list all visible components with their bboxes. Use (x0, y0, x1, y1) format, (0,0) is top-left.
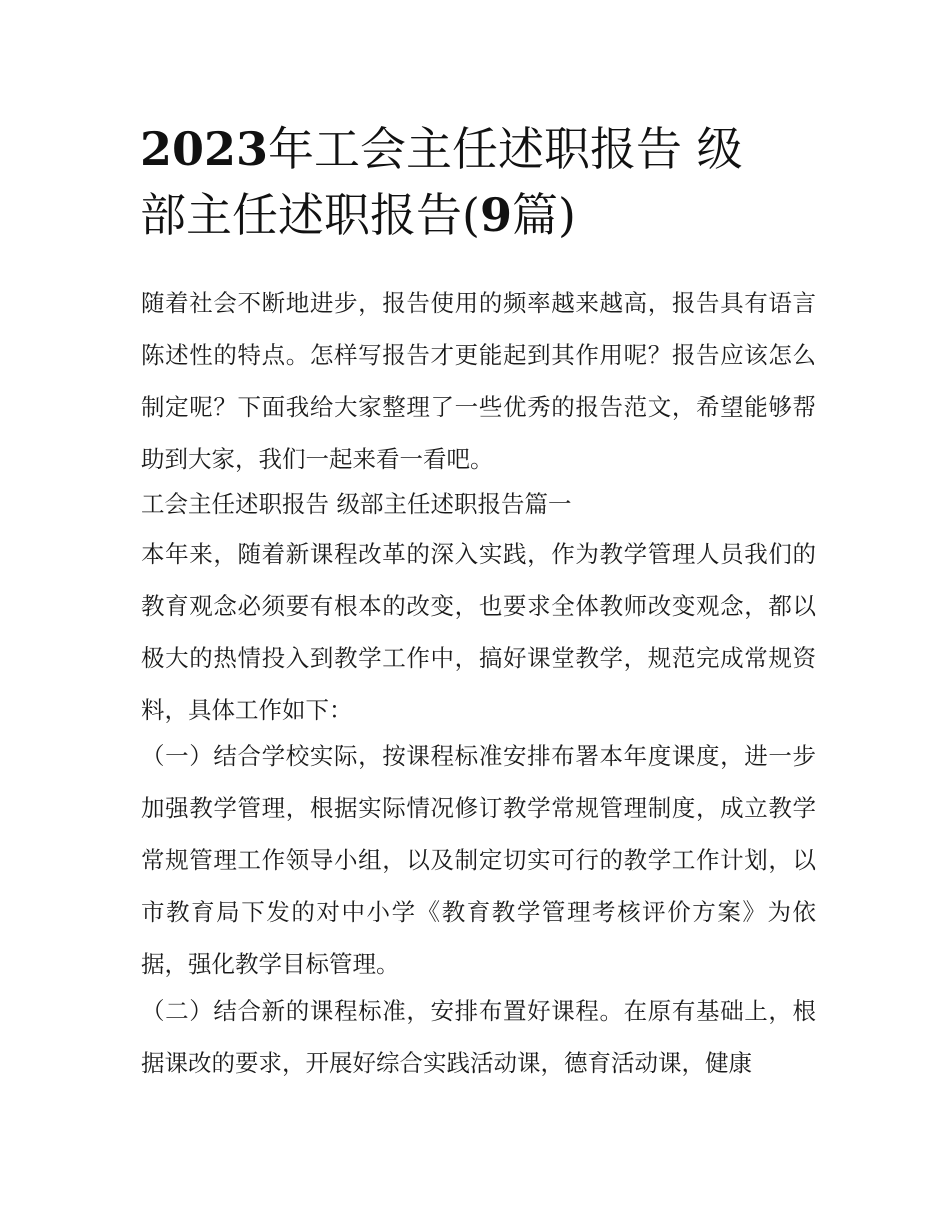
title-line2-text: 部主任述职报告( (140, 188, 480, 242)
title-count: 9 (479, 188, 512, 242)
intro-paragraph: 随着社会不断地进步，报告使用的频率越来越高，报告具有语言陈述性的特点。怎样写报告才更能起到其作用呢？报告应该怎么制定呢？下面我给大家整理了一些优秀的报告范文，希望能够帮助到大家，我们一起来看一看吧。 (141, 289, 816, 473)
body-paragraph: （一）结合学校实际，按课程标准安排布署本年度课度，进一步加强教学管理，根据实际情况修订教学常规管理制度，成立教学常规管理工作领导小组，以及制定切实可行的教学工作计划，以市教育局下发的对中小学《教育教学管理考核评价方案》为依据，强化教学目标管理。 (141, 742, 816, 978)
title-line1-text: 年工会主任述职报告 级 (268, 122, 743, 176)
section-heading: 工会主任述职报告 级部主任述职报告篇一 (141, 490, 572, 518)
document-title (140, 116, 820, 248)
title-line2-end: 篇) (511, 188, 576, 242)
body-paragraph: （二）结合新的课程标准，安排布置好课程。在原有基础上，根据课改的要求，开展好综合实践活动课，德育活动课，健康 (141, 997, 816, 1077)
body-paragraph: 本年来，随着新课程改革的深入实践，作为教学管理人员我们的教育观念必须要有根本的改变，也要求全体教师改变观念，都以极大的热情投入到教学工作中，搞好课堂教学，规范完成常规资料，具体工作如下： (141, 540, 816, 724)
title-year: 2023 (140, 122, 269, 176)
